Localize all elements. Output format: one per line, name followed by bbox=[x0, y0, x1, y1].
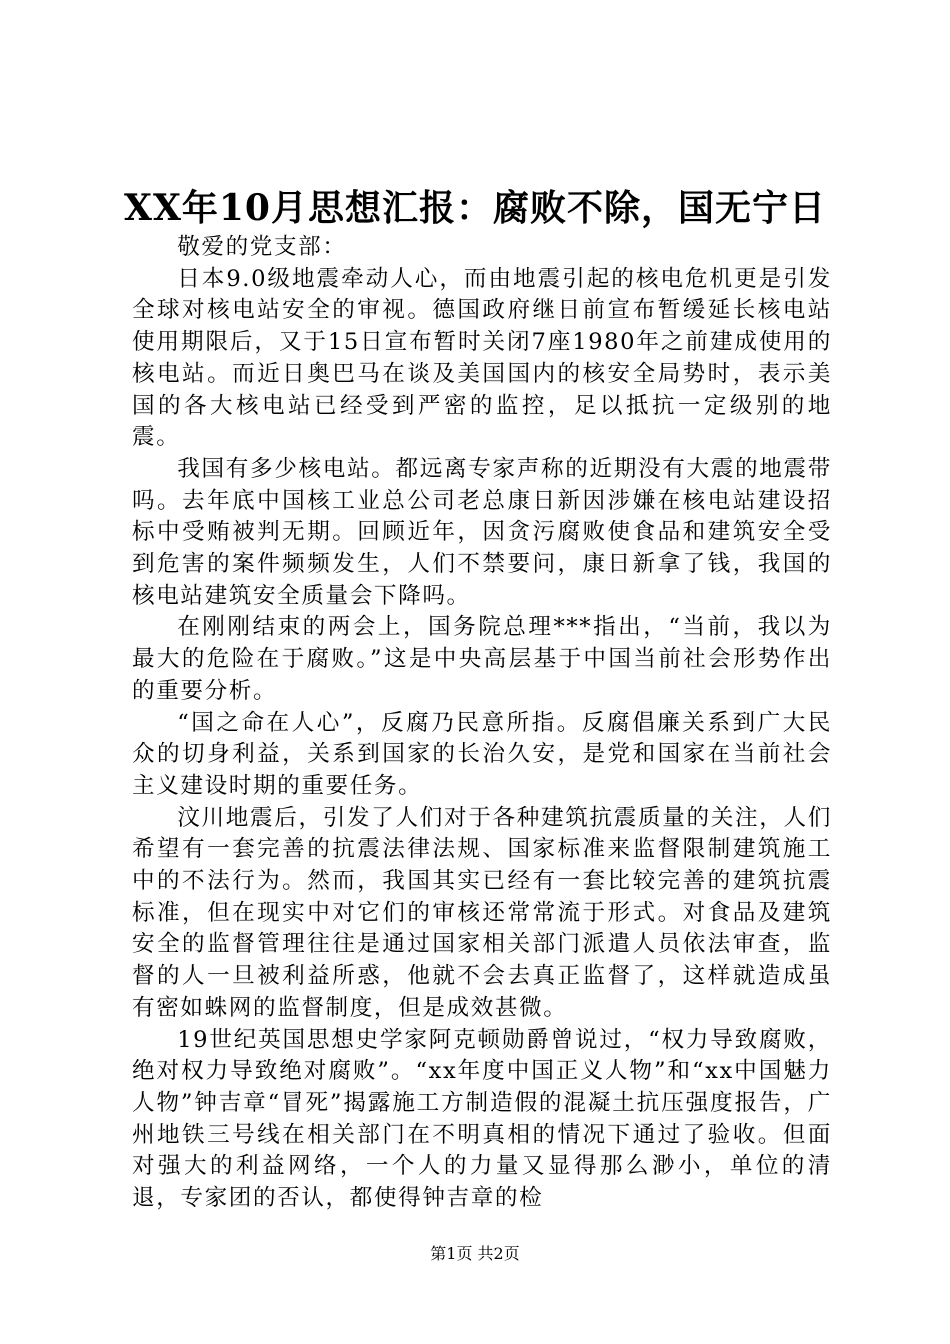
document-body bbox=[132, 232, 832, 1215]
paragraph: 汶川地震后，引发了人们对于各种建筑抗震质量的关注，人们希望有一套完善的抗震法律法规、国家标准来监督限制建筑施工中的不法行为。然而，我国其实已经有一套比较完善的建筑抗震标准，但在现实中对它们的审核还常常流于形式。对食品及建筑安全的监督管理往往是通过国家相关部门派遣人员依法审查，监督的人一旦被利益所惑，他就不会去真正监督了，这样就造成虽有密如蛛网的监督制度，但是成效甚微。 bbox=[132, 804, 832, 1021]
paragraph: “国之命在人心”，反腐乃民意所指。反腐倡廉关系到广大民众的切身利益，关系到国家的长治久安，是党和国家在当前社会主义建设时期的重要任务。 bbox=[132, 709, 832, 799]
paragraph: 在刚刚结束的两会上，国务院总理***指出，“当前，我以为最大的危险在于腐败。”这是中央高层基于中国当前社会形势作出的重要分析。 bbox=[132, 614, 832, 704]
salutation: 敬爱的党支部： bbox=[177, 234, 347, 260]
page-footer: 第1页 共2页 bbox=[430, 1244, 520, 1263]
paragraph: 日本9.0级地震牵动人心，而由地震引起的核电危机更是引发全球对核电站安全的审视。德国政府继日前宣布暂缓延长核电站使用期限后，又于15日宣布暂时关闭7座1980年之前建成使用的核电站。而近日奥巴马在谈及美国国内的核安全局势时，表示美国的各大核电站已经受到严密的监控，足以抵抗一定级别的地震。 bbox=[132, 265, 832, 451]
paragraph: 19世纪英国思想史学家阿克顿勋爵曾说过，“权力导致腐败，绝对权力导致绝对腐败”。“xx年度中国正义人物”和“xx中国魅力人物”钟吉章“冒死”揭露施工方制造假的混凝土抗压强度报告，广州地铁三号线在相关部门在不明真相的情况下通过了验收。但面对强大的利益网络，一个人的力量又显得那么渺小，单位的清退，专家团的否认，都使得钟吉章的检 bbox=[132, 1026, 832, 1212]
document-title: XX年10月思想汇报：腐败不除，国无宁日 bbox=[124, 187, 826, 229]
paragraph: 我国有多少核电站。都远离专家声称的近期没有大震的地震带吗。去年底中国核工业总公司老总康日新因涉嫌在核电站建设招标中受贿被判无期。回顾近年，因贪污腐败使食品和建筑安全受到危害的案件频频发生，人们不禁要问，康日新拿了钱，我国的核电站建筑安全质量会下降吗。 bbox=[132, 455, 832, 609]
